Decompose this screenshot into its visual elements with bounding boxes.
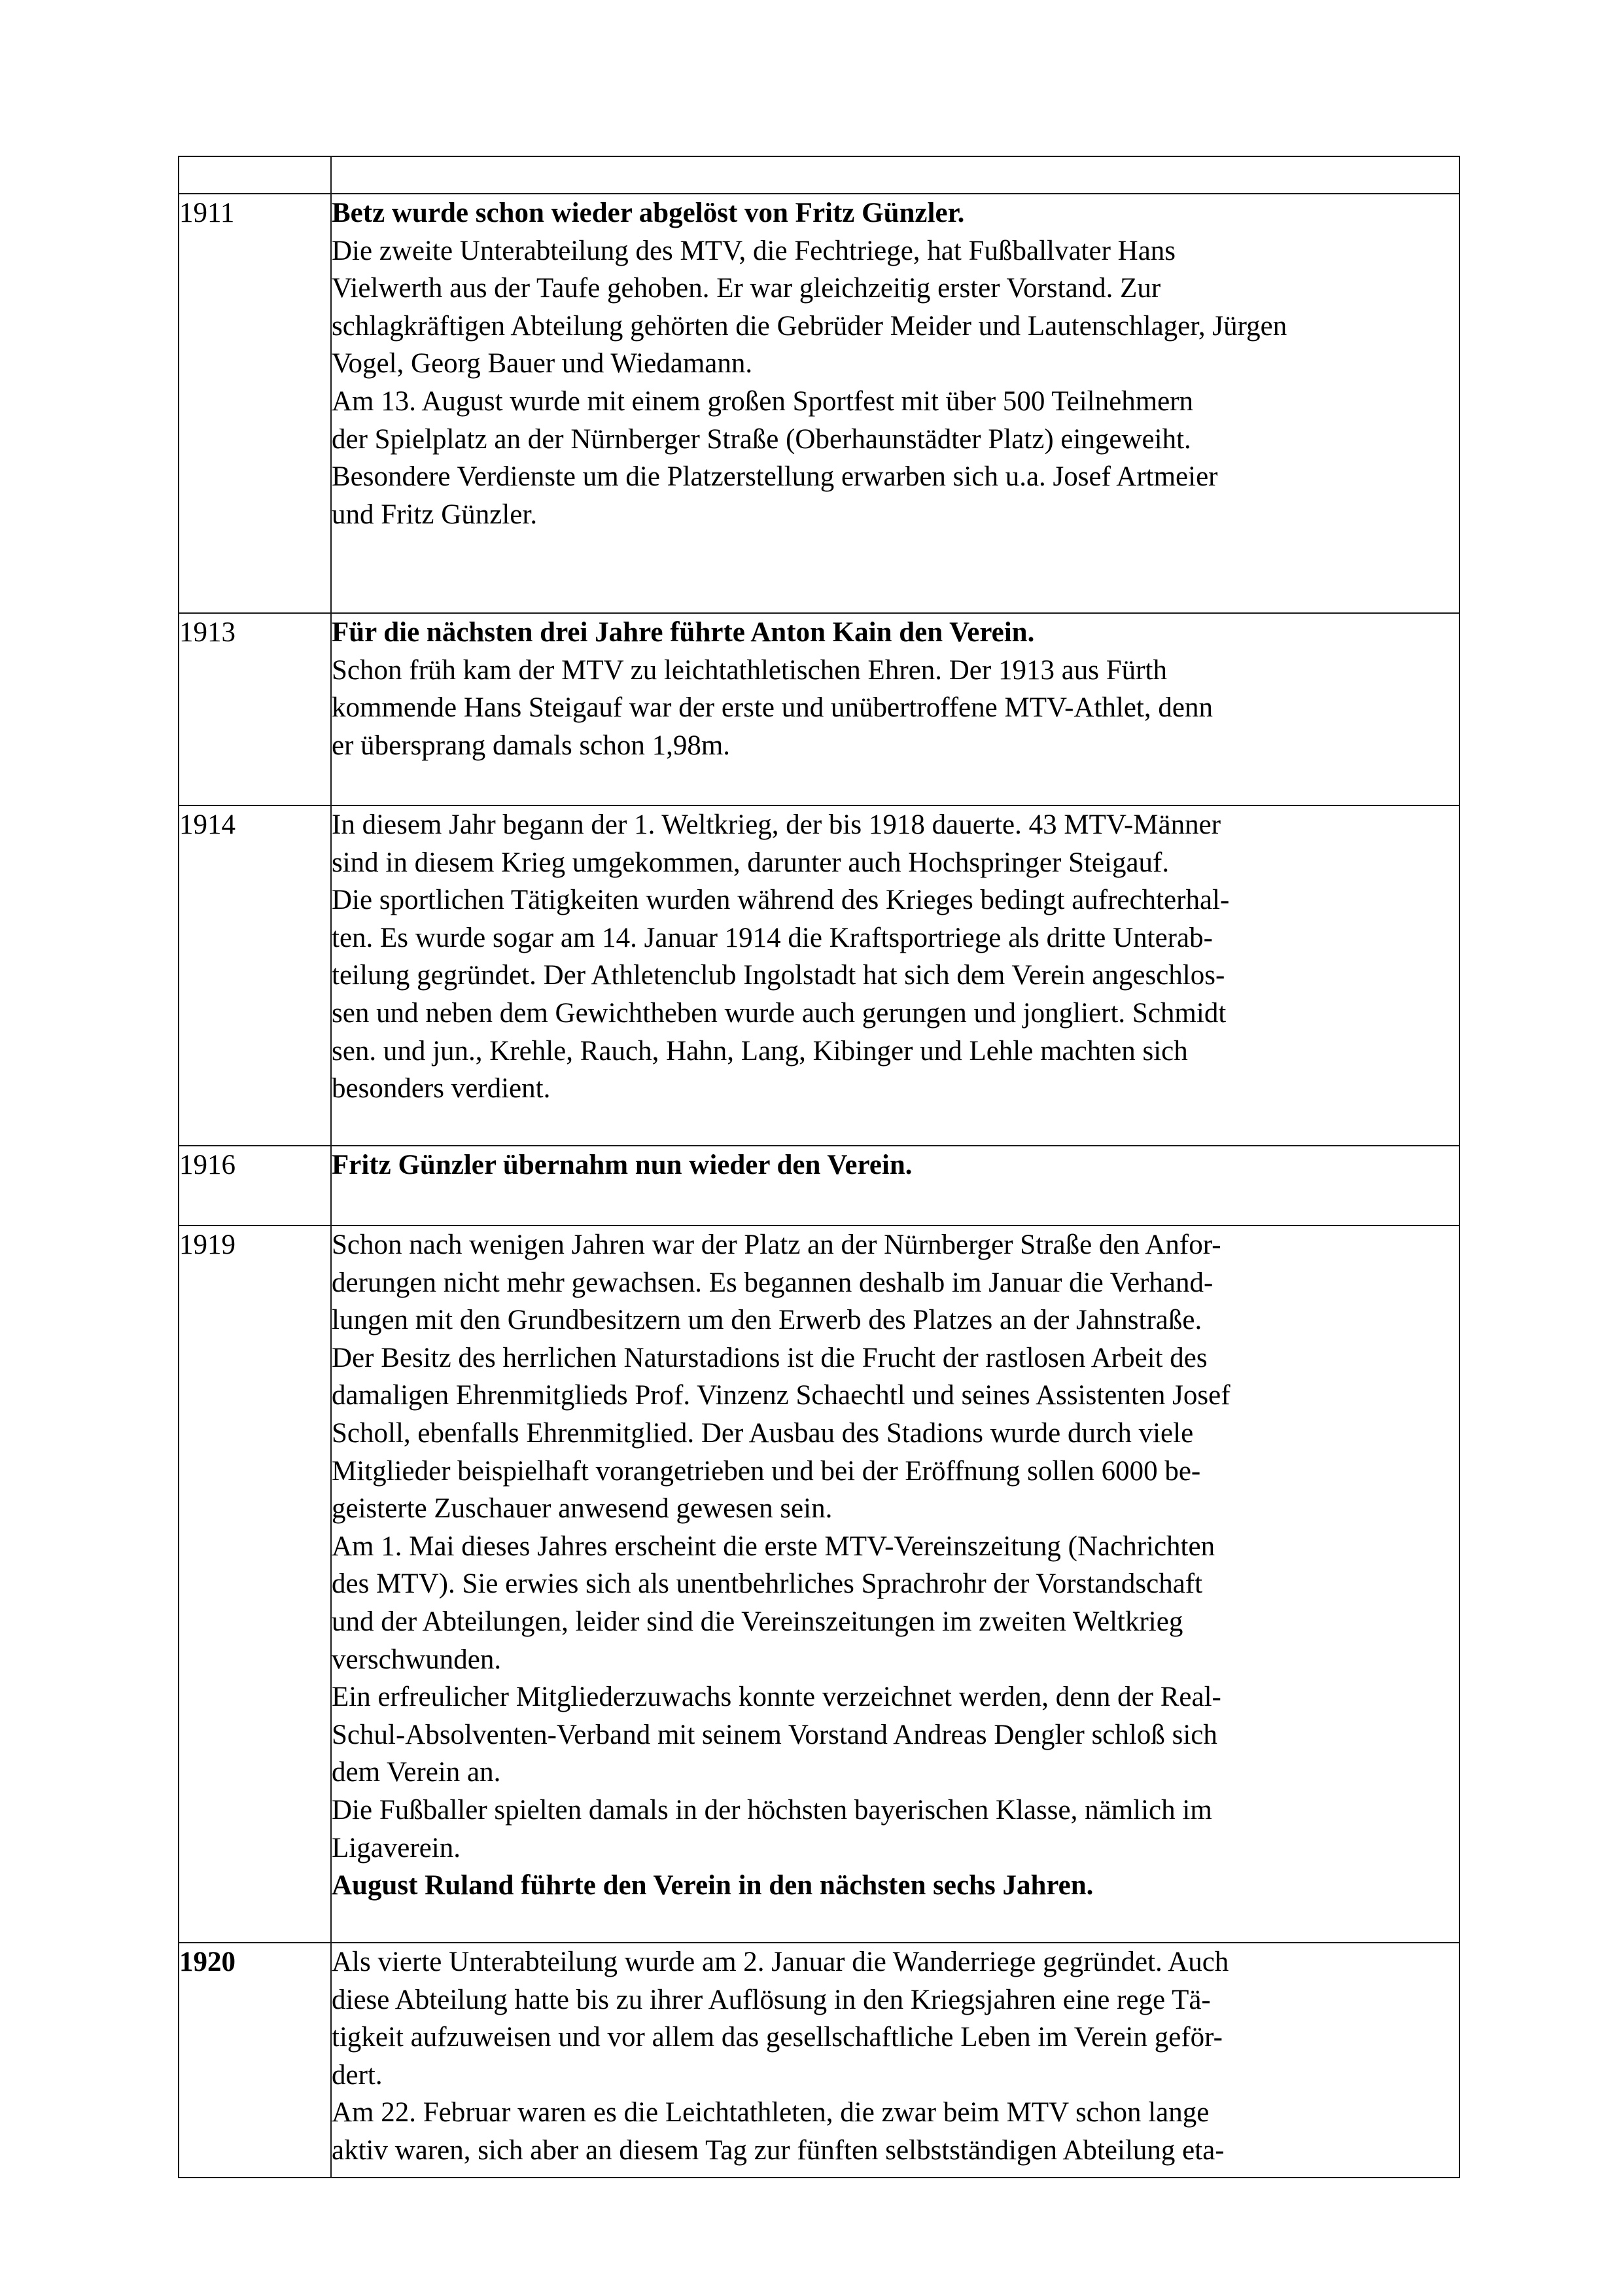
entry-line: Besondere Verdienste um die Platzerstellung erwarben sich u.a. Josef Artmeier xyxy=(332,461,1218,493)
entry-line: diese Abteilung hatte bis zu ihrer Auflösung in den Kriegsjahren eine rege Tä- xyxy=(332,1984,1211,2015)
entry-line: Ein erfreulicher Mitgliederzuwachs konnte verzeichnet werden, denn der Real- xyxy=(332,1682,1221,1713)
empty-text-cell xyxy=(331,156,1459,194)
table-row xyxy=(179,805,1459,1146)
year-label: 1919 xyxy=(179,1229,236,1260)
entry-line: teilung gegründet. Der Athletenclub Ingolstadt hat sich dem Verein angeschlos- xyxy=(332,960,1225,991)
entry-line: dert. xyxy=(332,2059,383,2091)
entry-line: Vielwerth aus der Taufe gehoben. Er war gleichzeitig erster Vorstand. Zur xyxy=(332,273,1161,304)
entry-line: damaligen Ehrenmitglieds Prof. Vinzenz Schaechtl und seines Assistenten Josef xyxy=(332,1380,1230,1411)
entry-line: Die Fußballer spielten damals in der höchsten bayerischen Klasse, nämlich im xyxy=(332,1794,1212,1826)
year-cell xyxy=(179,613,331,805)
entry-text-cell xyxy=(331,194,1459,613)
year-label: 1920 xyxy=(179,1947,236,1977)
entry-line: aktiv waren, sich aber an diesem Tag zur fünften selbstständigen Abteilung eta- xyxy=(332,2134,1225,2166)
entry-line: und Fritz Günzler. xyxy=(332,499,538,530)
year-label: 1916 xyxy=(179,1150,236,1180)
entry-line: sind in diesem Krieg umgekommen, darunter auch Hochspringer Steigauf. xyxy=(332,847,1170,878)
entry-line: ten. Es wurde sogar am 14. Januar 1914 die Kraftsportriege als dritte Unterab- xyxy=(332,922,1213,953)
entry-line: Am 13. August wurde mit einem großen Sportfest mit über 500 Teilnehmern xyxy=(332,385,1194,417)
year-cell xyxy=(179,194,331,613)
entry-line: sen und neben dem Gewichtheben wurde auch gerungen und jongliert. Schmidt xyxy=(332,997,1227,1029)
entry-line: schlagkräftigen Abteilung gehörten die Gebrüder Meider und Lautenschlager, Jürgen xyxy=(332,310,1287,342)
entry-line: des MTV). Sie erwies sich als unentbehrliches Sprachrohr der Vorstandschaft xyxy=(332,1568,1203,1600)
entry-line: Schon nach wenigen Jahren war der Platz an der Nürnberger Straße den Anfor- xyxy=(332,1229,1221,1260)
entry-line: dem Verein an. xyxy=(332,1757,501,1788)
chronicle-table xyxy=(178,156,1460,2178)
entry-line: Ligaverein. xyxy=(332,1832,461,1863)
entry-line: der Spielplatz an der Nürnberger Straße (Oberhaunstädter Platz) eingeweiht. xyxy=(332,423,1191,455)
entry-line: Für die nächsten drei Jahre führte Anton Kain den Verein. xyxy=(332,617,1035,648)
year-label: 1914 xyxy=(179,809,236,840)
entry-line: besonders verdient. xyxy=(332,1073,551,1104)
table-row xyxy=(179,194,1459,613)
entry-line: lungen mit den Grundbesitzern um den Erwerb des Platzes an der Jahnstraße. xyxy=(332,1305,1202,1336)
entry-text-cell xyxy=(331,1146,1459,1226)
table-row xyxy=(179,613,1459,805)
empty-year-cell xyxy=(179,156,331,194)
entry-line: Schon früh kam der MTV zu leichtathletischen Ehren. Der 1913 aus Fürth xyxy=(332,654,1167,686)
entry-line: Schul-Absolventen-Verband mit seinem Vorstand Andreas Dengler schloß sich xyxy=(332,1719,1217,1750)
entry-line: Vogel, Georg Bauer und Wiedamann. xyxy=(332,348,753,380)
entry-line: Die zweite Unterabteilung des MTV, die Fechtriege, hat Fußballvater Hans xyxy=(332,235,1176,266)
year-cell xyxy=(179,1146,331,1226)
table-row xyxy=(179,1146,1459,1226)
entry-line: derungen nicht mehr gewachsen. Es begannen deshalb im Januar die Verhand- xyxy=(332,1267,1213,1298)
entry-line: Scholl, ebenfalls Ehrenmitglied. Der Ausbau des Stadions wurde durch viele xyxy=(332,1417,1194,1449)
entry-line: tigkeit aufzuweisen und vor allem das gesellschaftliche Leben im Verein geför- xyxy=(332,2022,1223,2053)
entry-line: Am 1. Mai dieses Jahres erscheint die erste MTV-Vereinszeitung (Nachrichten xyxy=(332,1530,1215,1562)
entry-line: kommende Hans Steigauf war der erste und unübertroffene MTV-Athlet, denn xyxy=(332,692,1213,724)
entry-text-cell xyxy=(331,613,1459,805)
entry-text-cell xyxy=(331,1943,1459,2178)
entry-line: Am 22. Februar waren es die Leichtathleten, die zwar beim MTV schon lange xyxy=(332,2097,1210,2128)
entry-line: Die sportlichen Tätigkeiten wurden während des Krieges bedingt aufrechterhal- xyxy=(332,885,1230,916)
year-label: 1911 xyxy=(179,198,235,228)
year-cell xyxy=(179,805,331,1146)
entry-text-cell xyxy=(331,805,1459,1146)
year-cell xyxy=(179,1226,331,1943)
entry-line: Fritz Günzler übernahm nun wieder den Verein. xyxy=(332,1150,913,1180)
entry-text-cell xyxy=(331,1226,1459,1943)
entry-line: er übersprang damals schon 1,98m. xyxy=(332,730,731,761)
year-label: 1913 xyxy=(179,617,236,648)
table-row xyxy=(179,1943,1459,2178)
entry-line: geisterte Zuschauer anwesend gewesen sein. xyxy=(332,1493,833,1525)
entry-line: In diesem Jahr begann der 1. Weltkrieg, der bis 1918 dauerte. 43 MTV-Männer xyxy=(332,809,1221,840)
entry-line: Betz wurde schon wieder abgelöst von Fritz Günzler. xyxy=(332,198,965,228)
year-cell xyxy=(179,1943,331,2178)
entry-line: sen. und jun., Krehle, Rauch, Hahn, Lang, Kibinger und Lehle machten sich xyxy=(332,1035,1188,1067)
entry-line: August Ruland führte den Verein in den nächsten sechs Jahren. xyxy=(332,1870,1094,1901)
table-header-row xyxy=(179,156,1459,194)
entry-line: Mitglieder beispielhaft vorangetrieben und bei der Eröffnung sollen 6000 be- xyxy=(332,1455,1201,1487)
entry-line: Der Besitz des herrlichen Naturstadions ist die Frucht der rastlosen Arbeit des xyxy=(332,1342,1208,1373)
entry-line: verschwunden. xyxy=(332,1644,502,1675)
entry-line: und der Abteilungen, leider sind die Vereinszeitungen im zweiten Weltkrieg xyxy=(332,1606,1183,1637)
entry-line: Als vierte Unterabteilung wurde am 2. Januar die Wanderriege gegründet. Auch xyxy=(332,1947,1229,1977)
table-row xyxy=(179,1226,1459,1943)
